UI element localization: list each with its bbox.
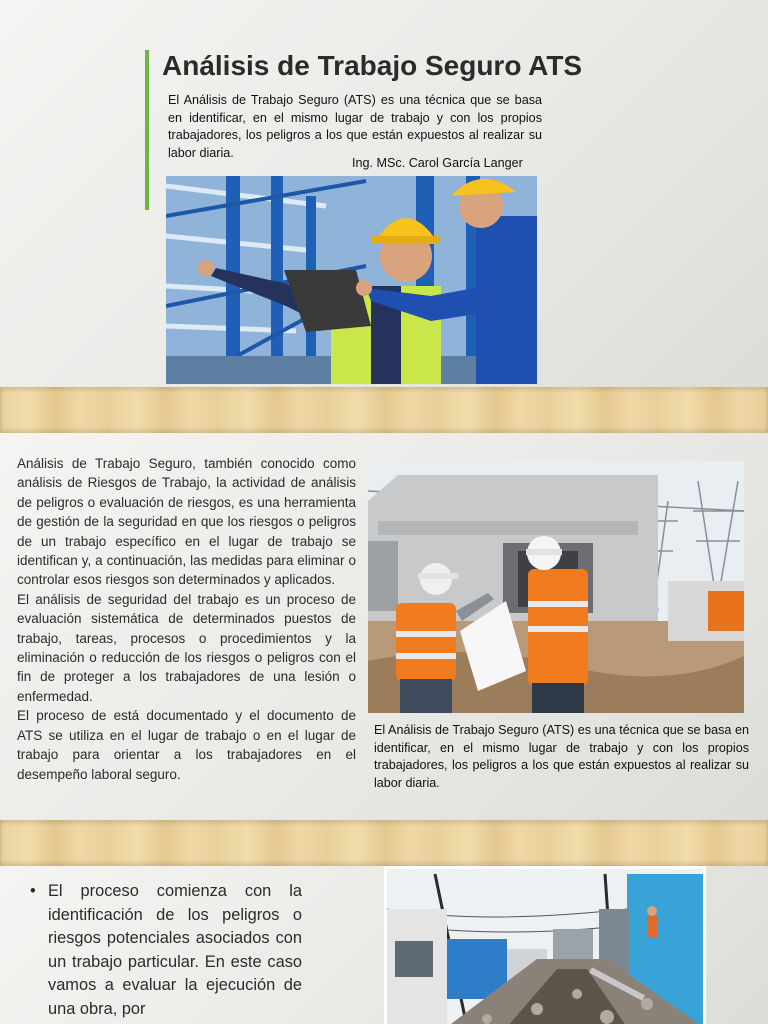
wood-divider	[0, 387, 768, 433]
slide-body-text	[17, 454, 356, 784]
title-accent-bar	[145, 50, 149, 210]
list-item-text: El proceso comienza con la identificación de los peligros o riesgos potenciales asociados con un trabajo particular. En este caso vamos a evaluar la ejecución de una obra, por	[48, 882, 302, 1018]
list-item	[30, 880, 302, 1021]
wood-divider	[0, 820, 768, 866]
slide-title: Análisis de Trabajo Seguro ATS	[162, 50, 583, 81]
workers-factory-photo	[166, 176, 537, 384]
author-credit: Ing. MSc. Carol García Langer	[352, 156, 523, 170]
slide-description: El Análisis de Trabajo Seguro (ATS) es una técnica que se basa en identificar, en el mismo lugar de trabajo y con los propios trabajadores, los peligros a los que están expuestos al realizar su labor diaria.	[168, 93, 542, 160]
bullet-list	[30, 880, 302, 1021]
body-paragraph: Análisis de Trabajo Seguro, también conocido como análisis de Riesgos de Trabajo, la actividad de análisis de peligros o evaluación de riesgos, es una herramienta de gestión de la seguridad en que los riesgos o peligros de un trabajo específico en el lugar de trabajo se identifican y, a continuación, las medidas para eliminar o controlar esos riesgos son determinados y aplicados.	[17, 456, 356, 588]
street-works-photo	[384, 866, 706, 1024]
construction-site-photo	[368, 461, 744, 713]
bullet-icon: •	[30, 882, 36, 900]
body-paragraph: El proceso de está documentado y el documento de ATS se utiliza en el lugar de trabajo o en el lugar de trabajo para orientar a los trabajadores en el desempeño laboral seguro.	[17, 708, 356, 782]
photo-caption: El Análisis de Trabajo Seguro (ATS) es una técnica que se basa en identificar, en el mismo lugar de trabajo y con los propios trabajadores, los peligros a los que están expuestos al realizar su labor diaria.	[374, 723, 749, 790]
body-paragraph: El análisis de seguridad del trabajo es un proceso de evaluación sistemática de determinados puestos de trabajo, tareas, procesos o procedimientos y la eliminación o reducción de los riesgos o peligros con el fin de proteger a los trabajadores de una lesión o enfermedad.	[17, 591, 356, 704]
